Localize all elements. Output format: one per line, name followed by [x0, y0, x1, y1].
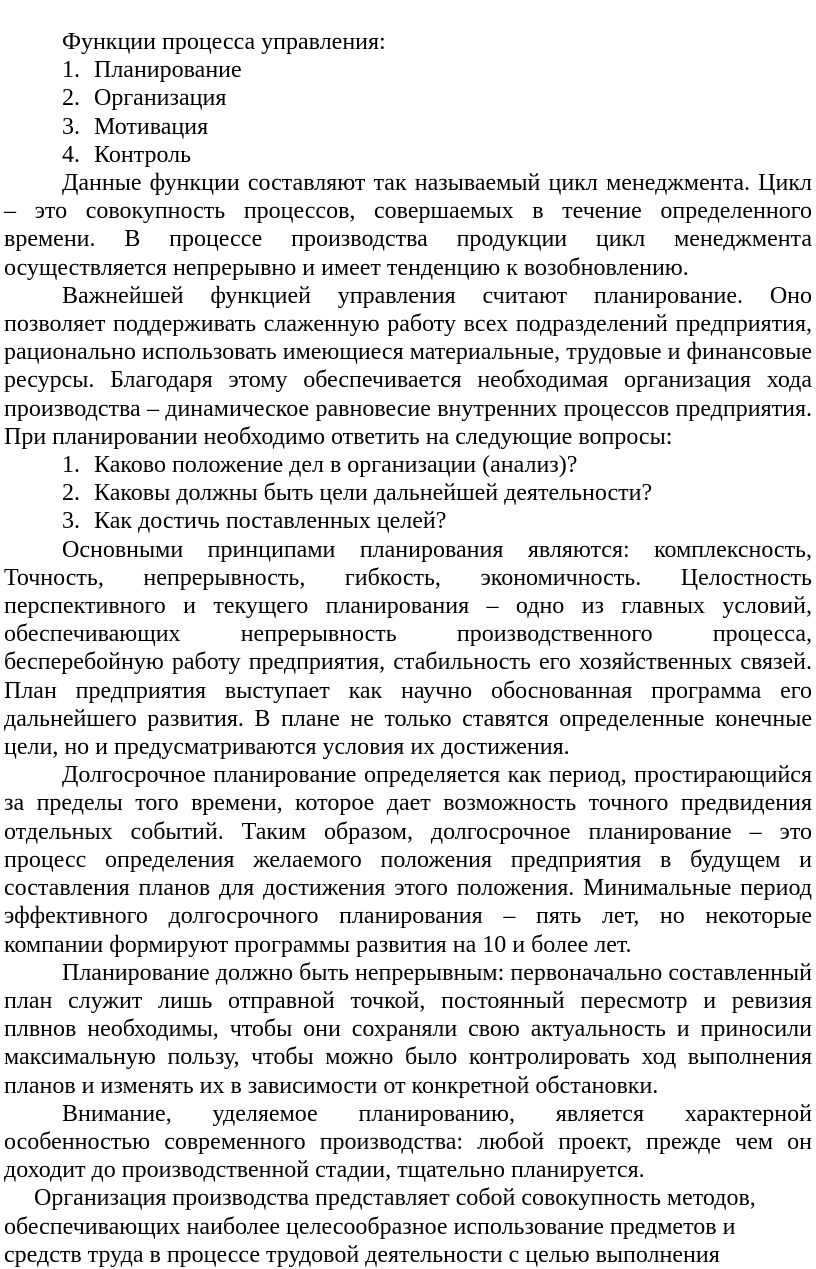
list-item: [4, 507, 812, 535]
list-text: Контроль: [94, 141, 192, 168]
list-number: 2.: [62, 85, 80, 112]
list-item: [4, 479, 812, 507]
list-text: Как достичь поставленных целей?: [94, 508, 447, 535]
list-item: [4, 141, 812, 169]
list-text: Каково положение дел в организации (анализ)?: [94, 452, 578, 479]
paragraph-long-term-planning: Долгосрочное планирование определяется как период, простирающийся за пределы того времени, которое дает возможность точного предвидения отдельных событий. Таким образом, долгосрочное планирование – это процесс определения желаемого положения предприятия в будущем и составления планов для достижения этого положения. Минимальные период эффективного долгосрочного планирования – пять лет, но некоторые компании формируют программы развития на 10 и более лет.: [4, 762, 812, 958]
list-number: 1.: [62, 452, 80, 479]
paragraph-planning-importance: Важнейшей функцией управления считают планирование. Оно позволяет поддерживать слаженную работу всех подразделений предприятия, рационально использовать имеющиеся материальные, трудовые и финансовые ресурсы. Благодаря этому обеспечивается необходимая организация хода производства – динамическое равновесие внутренних процессов предприятия. При планировании необходимо ответить на следующие вопросы:: [4, 282, 812, 450]
list-number: 2.: [62, 480, 80, 507]
section-heading: Функции процесса управления:: [62, 29, 386, 55]
list-text: Организация: [94, 85, 227, 112]
paragraph-continuous-planning: Планирование должно быть непрерывным: первоначально составленный план служит лишь отправной точкой, постоянный пересмотр и ревизия плвнов необходимы, чтобы они сохраняли свою актуальность и приносили максимальную пользу, чтобы можно было контролировать ход выполнения планов и изменять их в зависимости от конкретной обстановки.: [4, 959, 812, 1099]
list-item: [4, 84, 812, 112]
list-number: 3.: [62, 508, 80, 535]
list-item: [4, 451, 812, 479]
document-page: [4, 28, 812, 1269]
list-text: Каковы должны быть цели дальнейшей деятельности?: [94, 480, 653, 507]
paragraph-planning-principles: Основными принципами планирования являются: комплексность, Точность, непрерывность, гибкость, экономичность. Целостность перспективного и текущего планирования – одно из главных условий, обеспечивающих непрерывность производственного процесса, бесперебойную работу предприятия, стабильность его хозяйственных связей. План предприятия выступает как научно обоснованная программа его дальнейшего развития. В плане не только ставятся определенные конечные цели, но и предусматриваются условия их достижения.: [4, 536, 812, 761]
questions-list: [4, 451, 812, 536]
list-number: 3.: [62, 113, 80, 140]
list-text: Мотивация: [94, 113, 209, 140]
list-number: 1.: [62, 57, 80, 84]
paragraph-planning-attention: Внимание, уделяемое планированию, является характерной особенностью современного производства: любой проект, прежде чем он доходит до производственной стадии, тщательно планируется.: [4, 1100, 812, 1184]
list-number: 4.: [62, 141, 80, 168]
paragraph-production-organization: Организация производства представляет собой совокупность методов, обеспечивающих наиболее целесообразное использование предметов и средств труда в процессе трудовой деятельности с целью выполнения: [4, 1185, 756, 1268]
paragraph-management-cycle: Данные функции составляют так называемый цикл менеджмента. Цикл – это совокупность процессов, совершаемых в течение определенного времени. В процессе производства продукции цикл менеджмента осуществляется непрерывно и имеет тенденцию к возобновлению.: [4, 170, 812, 281]
functions-list: [4, 56, 812, 169]
list-item: [4, 113, 812, 141]
list-text: Планирование: [94, 57, 242, 84]
list-item: [4, 56, 812, 84]
